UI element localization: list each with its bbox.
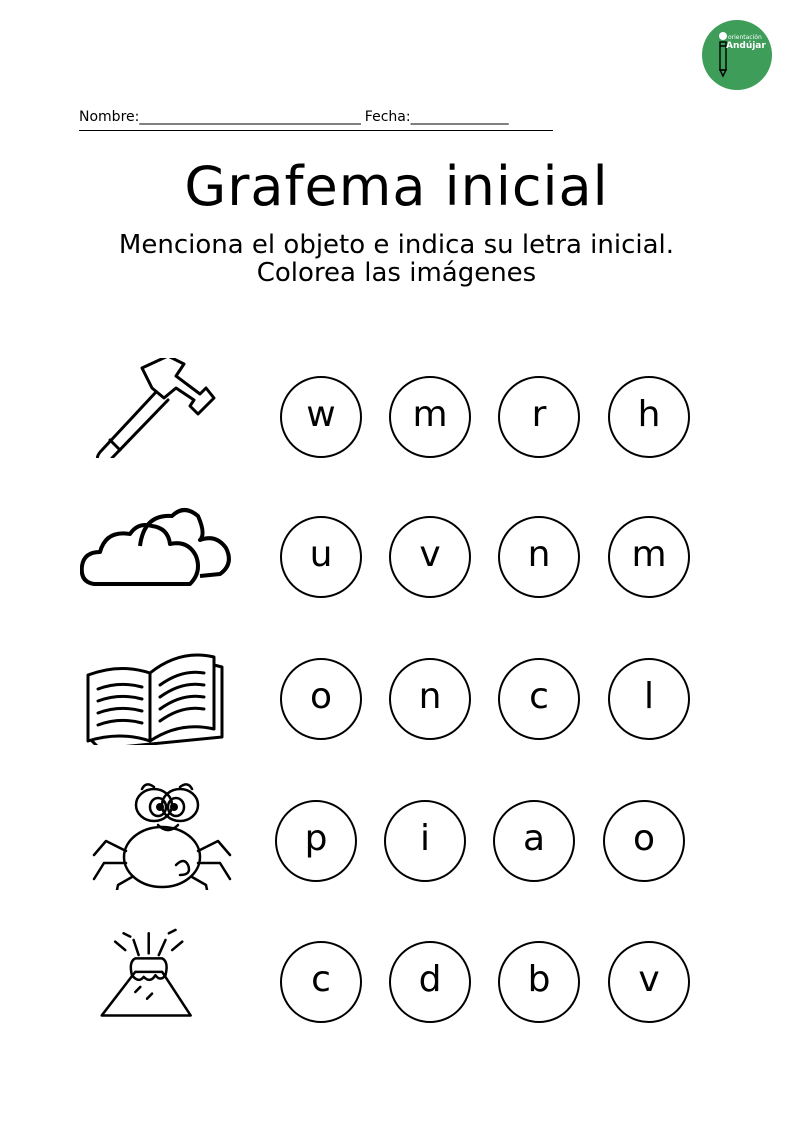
letter-option[interactable]: d [389,941,471,1023]
header-rule [79,130,553,131]
letter-option[interactable]: b [498,941,580,1023]
letter-option[interactable]: v [389,516,471,598]
letter-option[interactable]: c [280,941,362,1023]
logo-line1: orientación [728,34,762,41]
page-title: Grafema inicial [184,155,609,218]
name-label: Nombre: [79,109,140,125]
letter-option[interactable]: n [498,516,580,598]
exercise-row [0,780,793,880]
instruction-line-2: Colorea las imágenes [256,258,537,288]
exercise-row [0,358,793,458]
date-label: Fecha: [364,109,411,125]
logo-line2: Andújar [726,41,766,51]
letter-option[interactable]: i [384,800,466,882]
letter-option[interactable]: l [608,658,690,740]
spider-icon [84,780,239,890]
letter-option[interactable]: m [608,516,690,598]
letter-option[interactable]: o [280,658,362,740]
exercise-row [0,915,793,1015]
letter-option[interactable]: c [498,658,580,740]
letter-option[interactable]: n [389,658,471,740]
instruction-line-1: Menciona el objeto e indica su letra inicial. [118,230,675,260]
letter-option[interactable]: v [608,941,690,1023]
letter-option[interactable]: m [389,376,471,458]
letter-option[interactable]: u [280,516,362,598]
pencil-icon [702,20,772,90]
letter-option[interactable]: a [493,800,575,882]
name-field[interactable]: __________________________________ [139,109,361,125]
letter-option[interactable]: w [280,376,362,458]
name-date-line [79,109,779,125]
date-field[interactable]: _______________ [410,109,509,125]
book-icon [80,645,235,745]
cloud-icon [80,500,235,600]
letter-option[interactable]: r [498,376,580,458]
letter-option[interactable]: o [603,800,685,882]
letter-option[interactable]: p [275,800,357,882]
orientacion-andujar-logo [702,20,772,90]
volcano-icon [90,915,220,1027]
exercise-row [0,645,793,745]
hammer-icon [80,358,235,458]
exercise-row [0,500,793,600]
letter-option[interactable]: h [608,376,690,458]
